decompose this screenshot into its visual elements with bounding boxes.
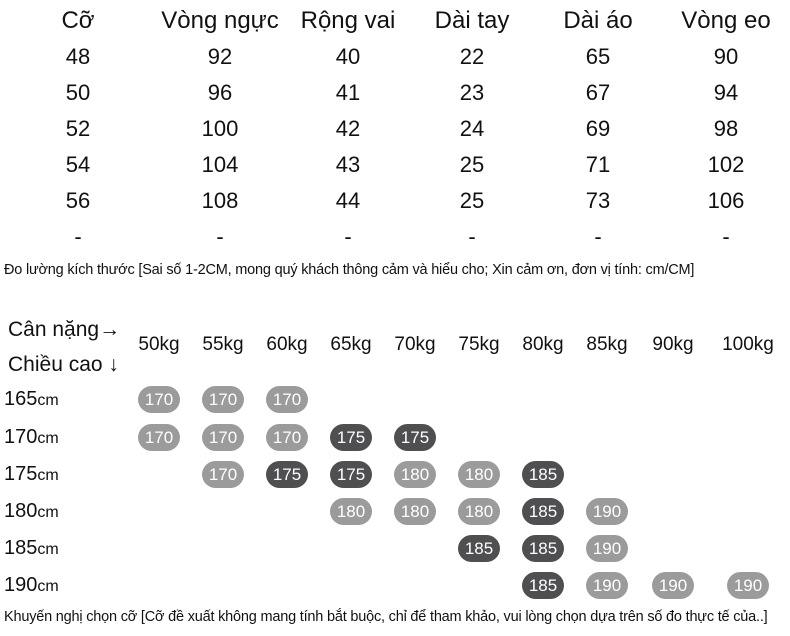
table-cell: 23 — [459, 80, 485, 105]
table-cell: 41 — [335, 80, 361, 105]
weight-column-label: 80kg — [522, 334, 564, 355]
table-row — [0, 148, 790, 182]
weight-column-label: 90kg — [652, 334, 694, 355]
table-row — [0, 112, 790, 146]
table-header-row — [0, 4, 790, 38]
height-unit: cm — [37, 504, 59, 521]
table-cell: 102 — [707, 152, 745, 177]
table-cell: 106 — [707, 188, 745, 213]
size-pill: 180 — [394, 461, 436, 488]
size-pill: 175 — [330, 424, 372, 451]
size-pill: 175 — [330, 461, 372, 488]
height-row-label — [4, 422, 114, 454]
weight-axis-label: Cân nặng→ — [8, 318, 121, 341]
size-pill: 170 — [266, 424, 308, 451]
height-value: 185 — [4, 537, 38, 559]
table-cell: 67 — [585, 80, 611, 105]
size-pill: 170 — [138, 424, 180, 451]
table-cell: 100 — [201, 116, 239, 141]
table-cell: 90 — [713, 44, 739, 69]
table-cell: 56 — [65, 188, 91, 213]
size-pill: 175 — [394, 424, 436, 451]
height-row-label — [4, 533, 114, 565]
table-cell: 104 — [201, 152, 239, 177]
size-pill: 185 — [522, 461, 564, 488]
table-row — [0, 184, 790, 218]
table-cell: 71 — [585, 152, 611, 177]
table-cell: 52 — [65, 116, 91, 141]
weight-column-label: 75kg — [458, 334, 500, 355]
height-value: 175 — [4, 463, 38, 485]
table-cell: 54 — [65, 152, 91, 177]
table-cell: - — [722, 224, 730, 249]
size-pill: 170 — [202, 424, 244, 451]
size-pill: 185 — [522, 572, 564, 599]
height-unit: cm — [37, 392, 59, 409]
size-pill: 190 — [586, 572, 628, 599]
table-cell: 94 — [713, 80, 739, 105]
column-header: Dài áo — [563, 7, 633, 34]
table-cell: 25 — [459, 152, 485, 177]
table-cell: 42 — [335, 116, 361, 141]
table-cell: 25 — [459, 188, 485, 213]
size-pill: 170 — [138, 386, 180, 413]
table-cell: 92 — [207, 44, 233, 69]
table-cell: 44 — [335, 188, 361, 213]
height-unit: cm — [37, 578, 59, 595]
size-pill: 180 — [458, 498, 500, 525]
weight-column-label: 65kg — [330, 334, 372, 355]
table-cell: 96 — [207, 80, 233, 105]
height-row-label — [4, 459, 114, 491]
table-row — [0, 76, 790, 110]
column-header: Cỡ — [61, 7, 95, 34]
table-cell: 108 — [201, 188, 239, 213]
table-cell: - — [344, 224, 352, 249]
height-value: 170 — [4, 426, 38, 448]
weight-column-label: 55kg — [202, 334, 244, 355]
height-row-label — [4, 496, 114, 528]
size-pill: 185 — [458, 535, 500, 562]
weight-column-label: 60kg — [266, 334, 308, 355]
size-pill: 190 — [652, 572, 694, 599]
size-pill: 185 — [522, 535, 564, 562]
table-cell: 22 — [459, 44, 485, 69]
size-pill: 180 — [394, 498, 436, 525]
column-header: Dài tay — [434, 7, 510, 34]
size-pill: 170 — [266, 386, 308, 413]
height-row-label — [4, 570, 114, 602]
size-pill: 190 — [727, 572, 769, 599]
table-cell: 50 — [65, 80, 91, 105]
table-cell: 43 — [335, 152, 361, 177]
weight-column-label: 70kg — [394, 334, 436, 355]
table-cell: 48 — [65, 44, 91, 69]
height-unit: cm — [37, 541, 59, 558]
size-pill: 180 — [458, 461, 500, 488]
height-unit: cm — [37, 430, 59, 447]
recommendation-note: Khuyến nghị chọn cỡ [Cỡ đề xuất không mang tính bắt buộc, chỉ để tham khảo, vui lòng chọn dựa trên số đo thực tế của..] — [4, 609, 768, 625]
table-cell: 24 — [459, 116, 485, 141]
weight-column-label: 85kg — [586, 334, 628, 355]
table-cell: - — [594, 224, 602, 249]
table-cell: 98 — [713, 116, 739, 141]
table-cell: - — [74, 224, 82, 249]
table-row — [0, 40, 790, 74]
size-pill: 170 — [202, 461, 244, 488]
table-cell: 73 — [585, 188, 611, 213]
weight-column-label: 50kg — [138, 334, 180, 355]
height-value: 165 — [4, 388, 38, 410]
size-pill: 180 — [330, 498, 372, 525]
height-value: 180 — [4, 500, 38, 522]
weight-column-label: 100kg — [722, 334, 774, 355]
table-cell: 40 — [335, 44, 361, 69]
size-pill: 190 — [586, 498, 628, 525]
size-pill: 185 — [522, 498, 564, 525]
column-header: Rộng vai — [300, 7, 396, 34]
height-value: 190 — [4, 574, 38, 596]
measurement-note: Đo lường kích thước [Sai số 1-2CM, mong quý khách thông cảm và hiểu cho; Xin cảm ơn, đơn vị tính: cm/CM] — [4, 262, 695, 278]
size-pill: 190 — [586, 535, 628, 562]
height-axis-label: Chiều cao ↓ — [8, 353, 119, 376]
size-pill: 175 — [266, 461, 308, 488]
table-cell: 65 — [585, 44, 611, 69]
column-header: Vòng ngực — [161, 7, 279, 34]
table-cell: 69 — [585, 116, 611, 141]
column-header: Vòng eo — [681, 7, 771, 34]
height-row-label — [4, 384, 114, 416]
height-unit: cm — [37, 467, 59, 484]
table-cell: - — [468, 224, 476, 249]
table-row — [0, 220, 790, 254]
table-cell: - — [216, 224, 224, 249]
size-pill: 170 — [202, 386, 244, 413]
